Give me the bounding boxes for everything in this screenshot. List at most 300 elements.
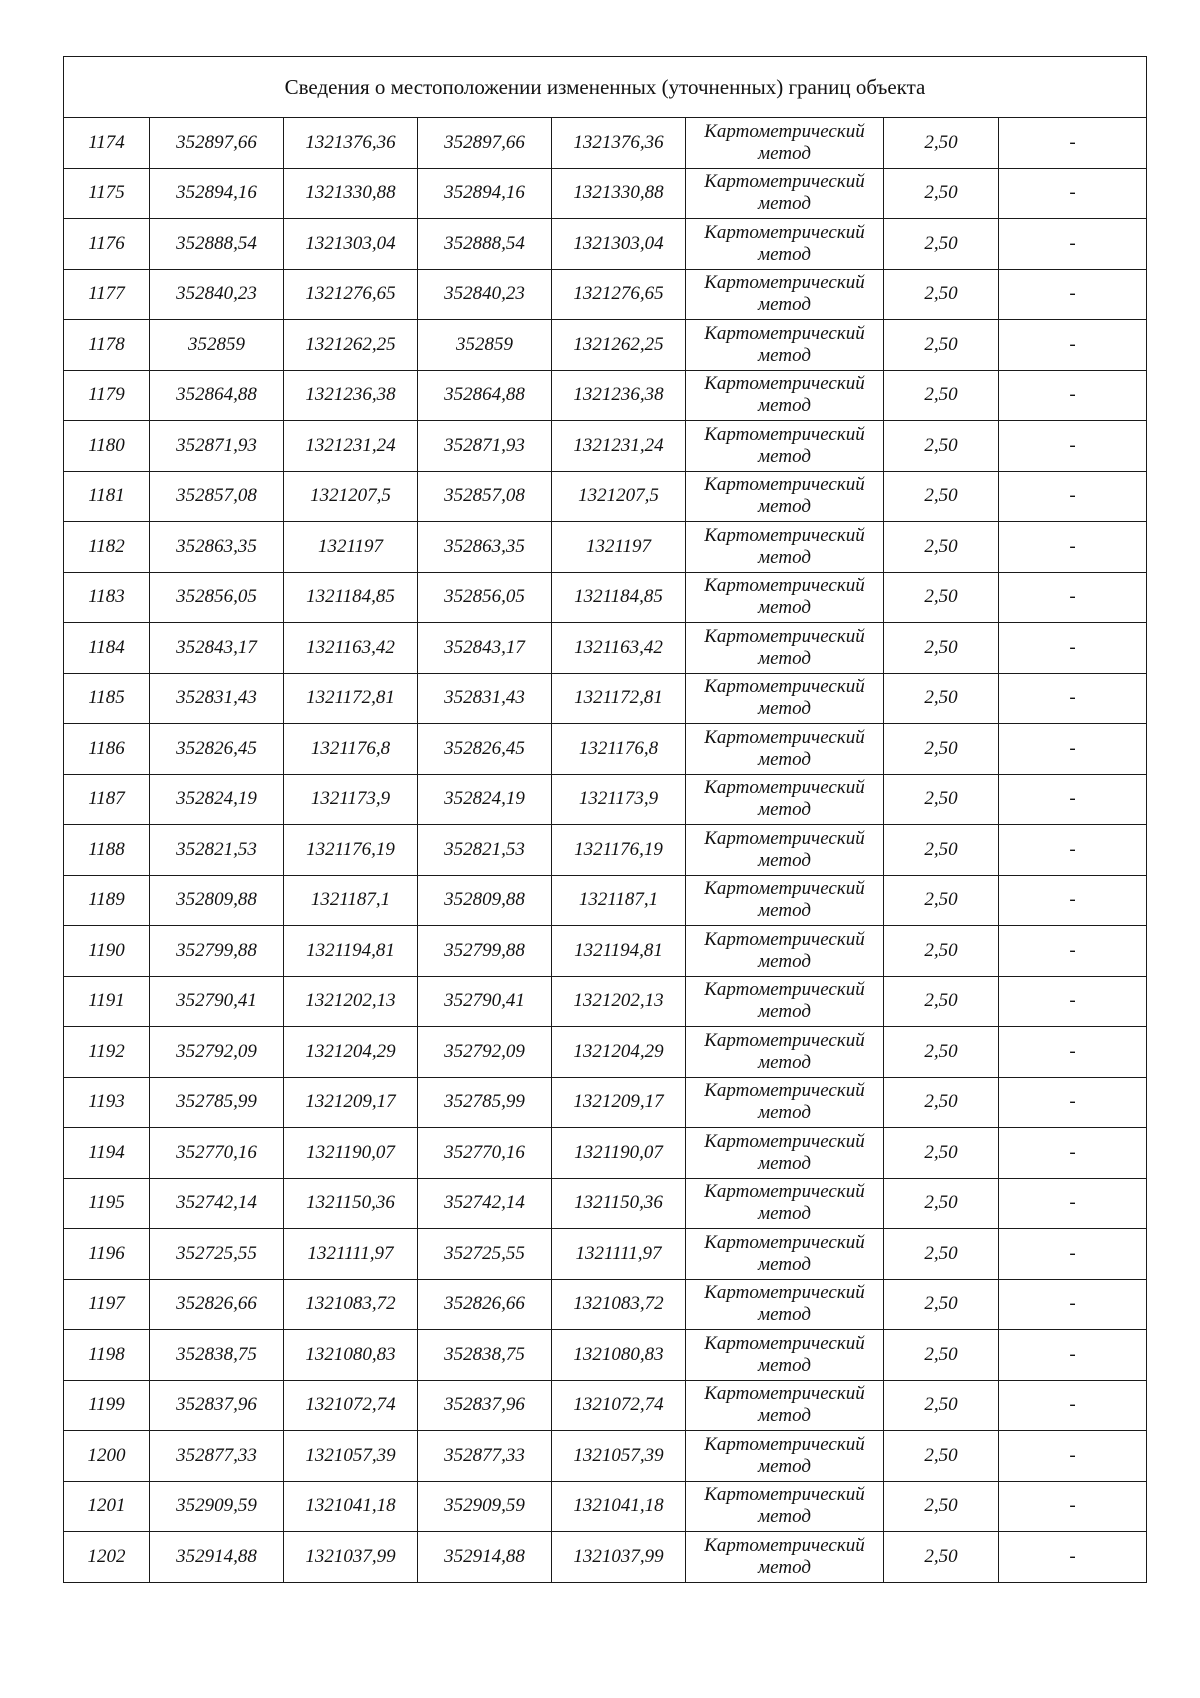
description-cell: -: [999, 1279, 1147, 1330]
method-cell: [686, 976, 884, 1027]
point-number-cell: 1193: [64, 1077, 150, 1128]
method-line-1: Картометрический: [704, 827, 865, 849]
method-cell: [686, 1178, 884, 1229]
y-new-cell: 1321111,97: [552, 1229, 686, 1280]
point-number-cell: 1191: [64, 976, 150, 1027]
description-cell: -: [999, 825, 1147, 876]
method-cell: [686, 774, 884, 825]
table-row: [64, 623, 1147, 674]
x-new-cell: 352809,88: [418, 875, 552, 926]
table-row: [64, 976, 1147, 1027]
point-number-cell: 1178: [64, 320, 150, 371]
x-old-cell: 352826,66: [150, 1279, 284, 1330]
x-old-cell: 352770,16: [150, 1128, 284, 1179]
method-line-1: Картометрический: [704, 524, 865, 546]
method-line-2: метод: [758, 799, 811, 821]
table-row: [64, 1532, 1147, 1583]
method-cell: [686, 269, 884, 320]
method-line-2: метод: [758, 395, 811, 417]
description-cell: -: [999, 1380, 1147, 1431]
description-cell: -: [999, 219, 1147, 270]
y-new-cell: 1321083,72: [552, 1279, 686, 1330]
x-old-cell: 352909,59: [150, 1481, 284, 1532]
x-new-cell: 352863,35: [418, 522, 552, 573]
y-old-cell: 1321163,42: [284, 623, 418, 674]
x-new-cell: 352897,66: [418, 118, 552, 169]
accuracy-cell: 2,50: [884, 1229, 999, 1280]
method-line-1: Картометрический: [704, 322, 865, 344]
method-cell: [686, 673, 884, 724]
point-number-cell: 1190: [64, 926, 150, 977]
table-row: [64, 724, 1147, 775]
y-new-cell: 1321037,99: [552, 1532, 686, 1583]
x-new-cell: 352877,33: [418, 1431, 552, 1482]
method-cell: [686, 1330, 884, 1381]
method-cell: [686, 1431, 884, 1482]
table-row: [64, 1128, 1147, 1179]
table-row: [64, 1178, 1147, 1229]
description-cell: -: [999, 1178, 1147, 1229]
y-old-cell: 1321083,72: [284, 1279, 418, 1330]
point-number-cell: 1186: [64, 724, 150, 775]
y-old-cell: 1321041,18: [284, 1481, 418, 1532]
method-cell: [686, 1077, 884, 1128]
method-line-1: Картометрический: [704, 1029, 865, 1051]
point-number-cell: 1180: [64, 421, 150, 472]
method-line-1: Картометрический: [704, 1282, 865, 1304]
y-old-cell: 1321172,81: [284, 673, 418, 724]
method-cell: [686, 1027, 884, 1078]
method-line-2: метод: [758, 1152, 811, 1174]
accuracy-cell: 2,50: [884, 1128, 999, 1179]
y-old-cell: 1321231,24: [284, 421, 418, 472]
description-cell: -: [999, 118, 1147, 169]
method-cell: [686, 1380, 884, 1431]
method-line-2: метод: [758, 647, 811, 669]
point-number-cell: 1192: [64, 1027, 150, 1078]
method-line-2: метод: [758, 1556, 811, 1578]
accuracy-cell: 2,50: [884, 320, 999, 371]
y-old-cell: 1321176,8: [284, 724, 418, 775]
y-old-cell: 1321262,25: [284, 320, 418, 371]
accuracy-cell: 2,50: [884, 370, 999, 421]
method-line-2: метод: [758, 546, 811, 568]
y-new-cell: 1321262,25: [552, 320, 686, 371]
table-row: [64, 421, 1147, 472]
y-new-cell: 1321204,29: [552, 1027, 686, 1078]
x-new-cell: 352826,66: [418, 1279, 552, 1330]
table-row: [64, 1481, 1147, 1532]
method-line-2: метод: [758, 445, 811, 467]
point-number-cell: 1176: [64, 219, 150, 270]
y-old-cell: 1321303,04: [284, 219, 418, 270]
y-new-cell: 1321041,18: [552, 1481, 686, 1532]
table-row: [64, 320, 1147, 371]
point-number-cell: 1201: [64, 1481, 150, 1532]
y-new-cell: 1321376,36: [552, 118, 686, 169]
x-new-cell: 352857,08: [418, 471, 552, 522]
x-old-cell: 352838,75: [150, 1330, 284, 1381]
x-old-cell: 352877,33: [150, 1431, 284, 1482]
y-new-cell: 1321276,65: [552, 269, 686, 320]
method-cell: [686, 926, 884, 977]
x-old-cell: 352857,08: [150, 471, 284, 522]
table-row: [64, 370, 1147, 421]
description-cell: -: [999, 269, 1147, 320]
y-new-cell: 1321176,19: [552, 825, 686, 876]
table-row: [64, 1380, 1147, 1431]
y-new-cell: 1321236,38: [552, 370, 686, 421]
table-row: [64, 1027, 1147, 1078]
table-row: [64, 1431, 1147, 1482]
x-new-cell: 352790,41: [418, 976, 552, 1027]
table-row: [64, 269, 1147, 320]
method-line-2: метод: [758, 1354, 811, 1376]
x-new-cell: 352799,88: [418, 926, 552, 977]
method-line-1: Картометрический: [704, 423, 865, 445]
y-old-cell: 1321209,17: [284, 1077, 418, 1128]
method-cell: [686, 1279, 884, 1330]
description-cell: -: [999, 1229, 1147, 1280]
method-cell: [686, 522, 884, 573]
y-old-cell: 1321197: [284, 522, 418, 573]
method-line-1: Картометрический: [704, 726, 865, 748]
x-new-cell: 352785,99: [418, 1077, 552, 1128]
table-title: Сведения о местоположении измененных (уточненных) границ объекта: [64, 57, 1147, 118]
x-old-cell: 352826,45: [150, 724, 284, 775]
x-old-cell: 352837,96: [150, 1380, 284, 1431]
y-new-cell: 1321194,81: [552, 926, 686, 977]
x-old-cell: 352725,55: [150, 1229, 284, 1280]
method-line-1: Картометрический: [704, 474, 865, 496]
accuracy-cell: 2,50: [884, 421, 999, 472]
point-number-cell: 1183: [64, 572, 150, 623]
method-cell: [686, 724, 884, 775]
y-new-cell: 1321072,74: [552, 1380, 686, 1431]
method-line-1: Картометрический: [704, 575, 865, 597]
x-old-cell: 352859: [150, 320, 284, 371]
accuracy-cell: 2,50: [884, 825, 999, 876]
point-number-cell: 1199: [64, 1380, 150, 1431]
method-line-2: метод: [758, 597, 811, 619]
method-line-2: метод: [758, 496, 811, 518]
point-number-cell: 1194: [64, 1128, 150, 1179]
table-row: [64, 219, 1147, 270]
method-line-2: метод: [758, 243, 811, 265]
table-row: [64, 1229, 1147, 1280]
table-row: [64, 118, 1147, 169]
method-line-2: метод: [758, 1455, 811, 1477]
x-new-cell: 352826,45: [418, 724, 552, 775]
method-line-2: метод: [758, 142, 811, 164]
y-old-cell: 1321173,9: [284, 774, 418, 825]
method-line-1: Картометрический: [704, 1433, 865, 1455]
y-new-cell: 1321172,81: [552, 673, 686, 724]
method-line-1: Картометрический: [704, 373, 865, 395]
method-line-1: Картометрический: [704, 1130, 865, 1152]
point-number-cell: 1188: [64, 825, 150, 876]
y-old-cell: 1321150,36: [284, 1178, 418, 1229]
y-new-cell: 1321163,42: [552, 623, 686, 674]
point-number-cell: 1200: [64, 1431, 150, 1482]
method-line-1: Картометрический: [704, 1383, 865, 1405]
method-cell: [686, 471, 884, 522]
method-cell: [686, 1532, 884, 1583]
y-old-cell: 1321207,5: [284, 471, 418, 522]
y-new-cell: 1321187,1: [552, 875, 686, 926]
x-old-cell: 352888,54: [150, 219, 284, 270]
method-line-1: Картометрический: [704, 1332, 865, 1354]
x-new-cell: 352824,19: [418, 774, 552, 825]
y-old-cell: 1321037,99: [284, 1532, 418, 1583]
method-line-1: Картометрический: [704, 1231, 865, 1253]
description-cell: -: [999, 320, 1147, 371]
method-line-1: Картометрический: [704, 1080, 865, 1102]
y-new-cell: 1321184,85: [552, 572, 686, 623]
accuracy-cell: 2,50: [884, 1481, 999, 1532]
accuracy-cell: 2,50: [884, 572, 999, 623]
description-cell: -: [999, 572, 1147, 623]
x-new-cell: 352838,75: [418, 1330, 552, 1381]
y-old-cell: 1321072,74: [284, 1380, 418, 1431]
y-old-cell: 1321330,88: [284, 168, 418, 219]
point-number-cell: 1175: [64, 168, 150, 219]
method-cell: [686, 118, 884, 169]
description-cell: -: [999, 168, 1147, 219]
description-cell: -: [999, 1027, 1147, 1078]
accuracy-cell: 2,50: [884, 724, 999, 775]
y-old-cell: 1321187,1: [284, 875, 418, 926]
y-new-cell: 1321209,17: [552, 1077, 686, 1128]
method-line-2: метод: [758, 698, 811, 720]
accuracy-cell: 2,50: [884, 1279, 999, 1330]
method-line-2: метод: [758, 344, 811, 366]
method-line-1: Картометрический: [704, 1484, 865, 1506]
description-cell: -: [999, 1330, 1147, 1381]
x-new-cell: 352831,43: [418, 673, 552, 724]
accuracy-cell: 2,50: [884, 1077, 999, 1128]
accuracy-cell: 2,50: [884, 1178, 999, 1229]
point-number-cell: 1187: [64, 774, 150, 825]
method-cell: [686, 168, 884, 219]
table-row: [64, 471, 1147, 522]
method-line-2: метод: [758, 1253, 811, 1275]
description-cell: -: [999, 774, 1147, 825]
table-body: [64, 118, 1147, 1583]
method-line-2: метод: [758, 748, 811, 770]
y-new-cell: 1321231,24: [552, 421, 686, 472]
point-number-cell: 1177: [64, 269, 150, 320]
y-old-cell: 1321376,36: [284, 118, 418, 169]
description-cell: -: [999, 1481, 1147, 1532]
method-line-2: метод: [758, 900, 811, 922]
method-line-2: метод: [758, 1203, 811, 1225]
x-old-cell: 352894,16: [150, 168, 284, 219]
x-new-cell: 352914,88: [418, 1532, 552, 1583]
point-number-cell: 1184: [64, 623, 150, 674]
boundary-coordinates-table: [63, 56, 1147, 1583]
description-cell: -: [999, 926, 1147, 977]
method-line-1: Картометрический: [704, 928, 865, 950]
accuracy-cell: 2,50: [884, 118, 999, 169]
y-old-cell: 1321057,39: [284, 1431, 418, 1482]
x-new-cell: 352770,16: [418, 1128, 552, 1179]
description-cell: -: [999, 1532, 1147, 1583]
table-row: [64, 572, 1147, 623]
y-new-cell: 1321173,9: [552, 774, 686, 825]
method-line-2: метод: [758, 1102, 811, 1124]
x-old-cell: 352799,88: [150, 926, 284, 977]
method-cell: [686, 219, 884, 270]
accuracy-cell: 2,50: [884, 1330, 999, 1381]
accuracy-cell: 2,50: [884, 1380, 999, 1431]
method-cell: [686, 572, 884, 623]
method-line-1: Картометрический: [704, 171, 865, 193]
x-new-cell: 352725,55: [418, 1229, 552, 1280]
x-old-cell: 352792,09: [150, 1027, 284, 1078]
accuracy-cell: 2,50: [884, 926, 999, 977]
x-new-cell: 352843,17: [418, 623, 552, 674]
method-cell: [686, 370, 884, 421]
table-row: [64, 1077, 1147, 1128]
point-number-cell: 1182: [64, 522, 150, 573]
method-line-2: метод: [758, 193, 811, 215]
point-number-cell: 1198: [64, 1330, 150, 1381]
description-cell: -: [999, 976, 1147, 1027]
y-old-cell: 1321184,85: [284, 572, 418, 623]
method-cell: [686, 875, 884, 926]
point-number-cell: 1185: [64, 673, 150, 724]
method-line-1: Картометрический: [704, 979, 865, 1001]
accuracy-cell: 2,50: [884, 522, 999, 573]
method-cell: [686, 623, 884, 674]
y-old-cell: 1321176,19: [284, 825, 418, 876]
table-row: [64, 875, 1147, 926]
description-cell: -: [999, 875, 1147, 926]
accuracy-cell: 2,50: [884, 673, 999, 724]
method-line-2: метод: [758, 1001, 811, 1023]
y-old-cell: 1321202,13: [284, 976, 418, 1027]
table-row: [64, 774, 1147, 825]
method-line-1: Картометрический: [704, 676, 865, 698]
x-new-cell: 352840,23: [418, 269, 552, 320]
accuracy-cell: 2,50: [884, 774, 999, 825]
method-line-1: Картометрический: [704, 625, 865, 647]
table-row: [64, 673, 1147, 724]
x-new-cell: 352864,88: [418, 370, 552, 421]
x-old-cell: 352863,35: [150, 522, 284, 573]
accuracy-cell: 2,50: [884, 219, 999, 270]
x-old-cell: 352864,88: [150, 370, 284, 421]
method-line-1: Картометрический: [704, 1534, 865, 1556]
description-cell: -: [999, 1128, 1147, 1179]
point-number-cell: 1189: [64, 875, 150, 926]
method-line-2: метод: [758, 1051, 811, 1073]
y-old-cell: 1321190,07: [284, 1128, 418, 1179]
description-cell: -: [999, 623, 1147, 674]
x-old-cell: 352871,93: [150, 421, 284, 472]
y-new-cell: 1321202,13: [552, 976, 686, 1027]
method-line-2: метод: [758, 849, 811, 871]
x-new-cell: 352837,96: [418, 1380, 552, 1431]
y-new-cell: 1321330,88: [552, 168, 686, 219]
y-old-cell: 1321236,38: [284, 370, 418, 421]
point-number-cell: 1174: [64, 118, 150, 169]
x-old-cell: 352785,99: [150, 1077, 284, 1128]
method-line-1: Картометрический: [704, 878, 865, 900]
description-cell: -: [999, 471, 1147, 522]
x-old-cell: 352856,05: [150, 572, 284, 623]
table-row: [64, 825, 1147, 876]
x-old-cell: 352914,88: [150, 1532, 284, 1583]
table-row: [64, 168, 1147, 219]
accuracy-cell: 2,50: [884, 168, 999, 219]
y-new-cell: 1321080,83: [552, 1330, 686, 1381]
method-cell: [686, 825, 884, 876]
x-old-cell: 352897,66: [150, 118, 284, 169]
y-new-cell: 1321176,8: [552, 724, 686, 775]
description-cell: -: [999, 370, 1147, 421]
method-line-1: Картометрический: [704, 777, 865, 799]
accuracy-cell: 2,50: [884, 1027, 999, 1078]
point-number-cell: 1179: [64, 370, 150, 421]
method-line-1: Картометрический: [704, 221, 865, 243]
x-new-cell: 352888,54: [418, 219, 552, 270]
x-new-cell: 352821,53: [418, 825, 552, 876]
method-cell: [686, 320, 884, 371]
y-old-cell: 1321080,83: [284, 1330, 418, 1381]
accuracy-cell: 2,50: [884, 1431, 999, 1482]
method-cell: [686, 1229, 884, 1280]
accuracy-cell: 2,50: [884, 269, 999, 320]
method-cell: [686, 421, 884, 472]
point-number-cell: 1195: [64, 1178, 150, 1229]
y-new-cell: 1321207,5: [552, 471, 686, 522]
point-number-cell: 1197: [64, 1279, 150, 1330]
x-new-cell: 352894,16: [418, 168, 552, 219]
description-cell: -: [999, 421, 1147, 472]
x-new-cell: 352909,59: [418, 1481, 552, 1532]
x-old-cell: 352821,53: [150, 825, 284, 876]
method-line-2: метод: [758, 294, 811, 316]
x-new-cell: 352792,09: [418, 1027, 552, 1078]
x-new-cell: 352742,14: [418, 1178, 552, 1229]
x-old-cell: 352843,17: [150, 623, 284, 674]
x-old-cell: 352790,41: [150, 976, 284, 1027]
y-new-cell: 1321197: [552, 522, 686, 573]
method-line-1: Картометрический: [704, 1181, 865, 1203]
point-number-cell: 1202: [64, 1532, 150, 1583]
y-new-cell: 1321150,36: [552, 1178, 686, 1229]
point-number-cell: 1181: [64, 471, 150, 522]
x-old-cell: 352742,14: [150, 1178, 284, 1229]
x-old-cell: 352840,23: [150, 269, 284, 320]
method-line-1: Картометрический: [704, 272, 865, 294]
method-line-2: метод: [758, 950, 811, 972]
table-row: [64, 926, 1147, 977]
description-cell: -: [999, 1431, 1147, 1482]
accuracy-cell: 2,50: [884, 623, 999, 674]
method-line-2: метод: [758, 1304, 811, 1326]
y-old-cell: 1321194,81: [284, 926, 418, 977]
y-new-cell: 1321190,07: [552, 1128, 686, 1179]
y-old-cell: 1321204,29: [284, 1027, 418, 1078]
description-cell: -: [999, 522, 1147, 573]
description-cell: -: [999, 724, 1147, 775]
y-new-cell: 1321057,39: [552, 1431, 686, 1482]
y-old-cell: 1321111,97: [284, 1229, 418, 1280]
accuracy-cell: 2,50: [884, 471, 999, 522]
